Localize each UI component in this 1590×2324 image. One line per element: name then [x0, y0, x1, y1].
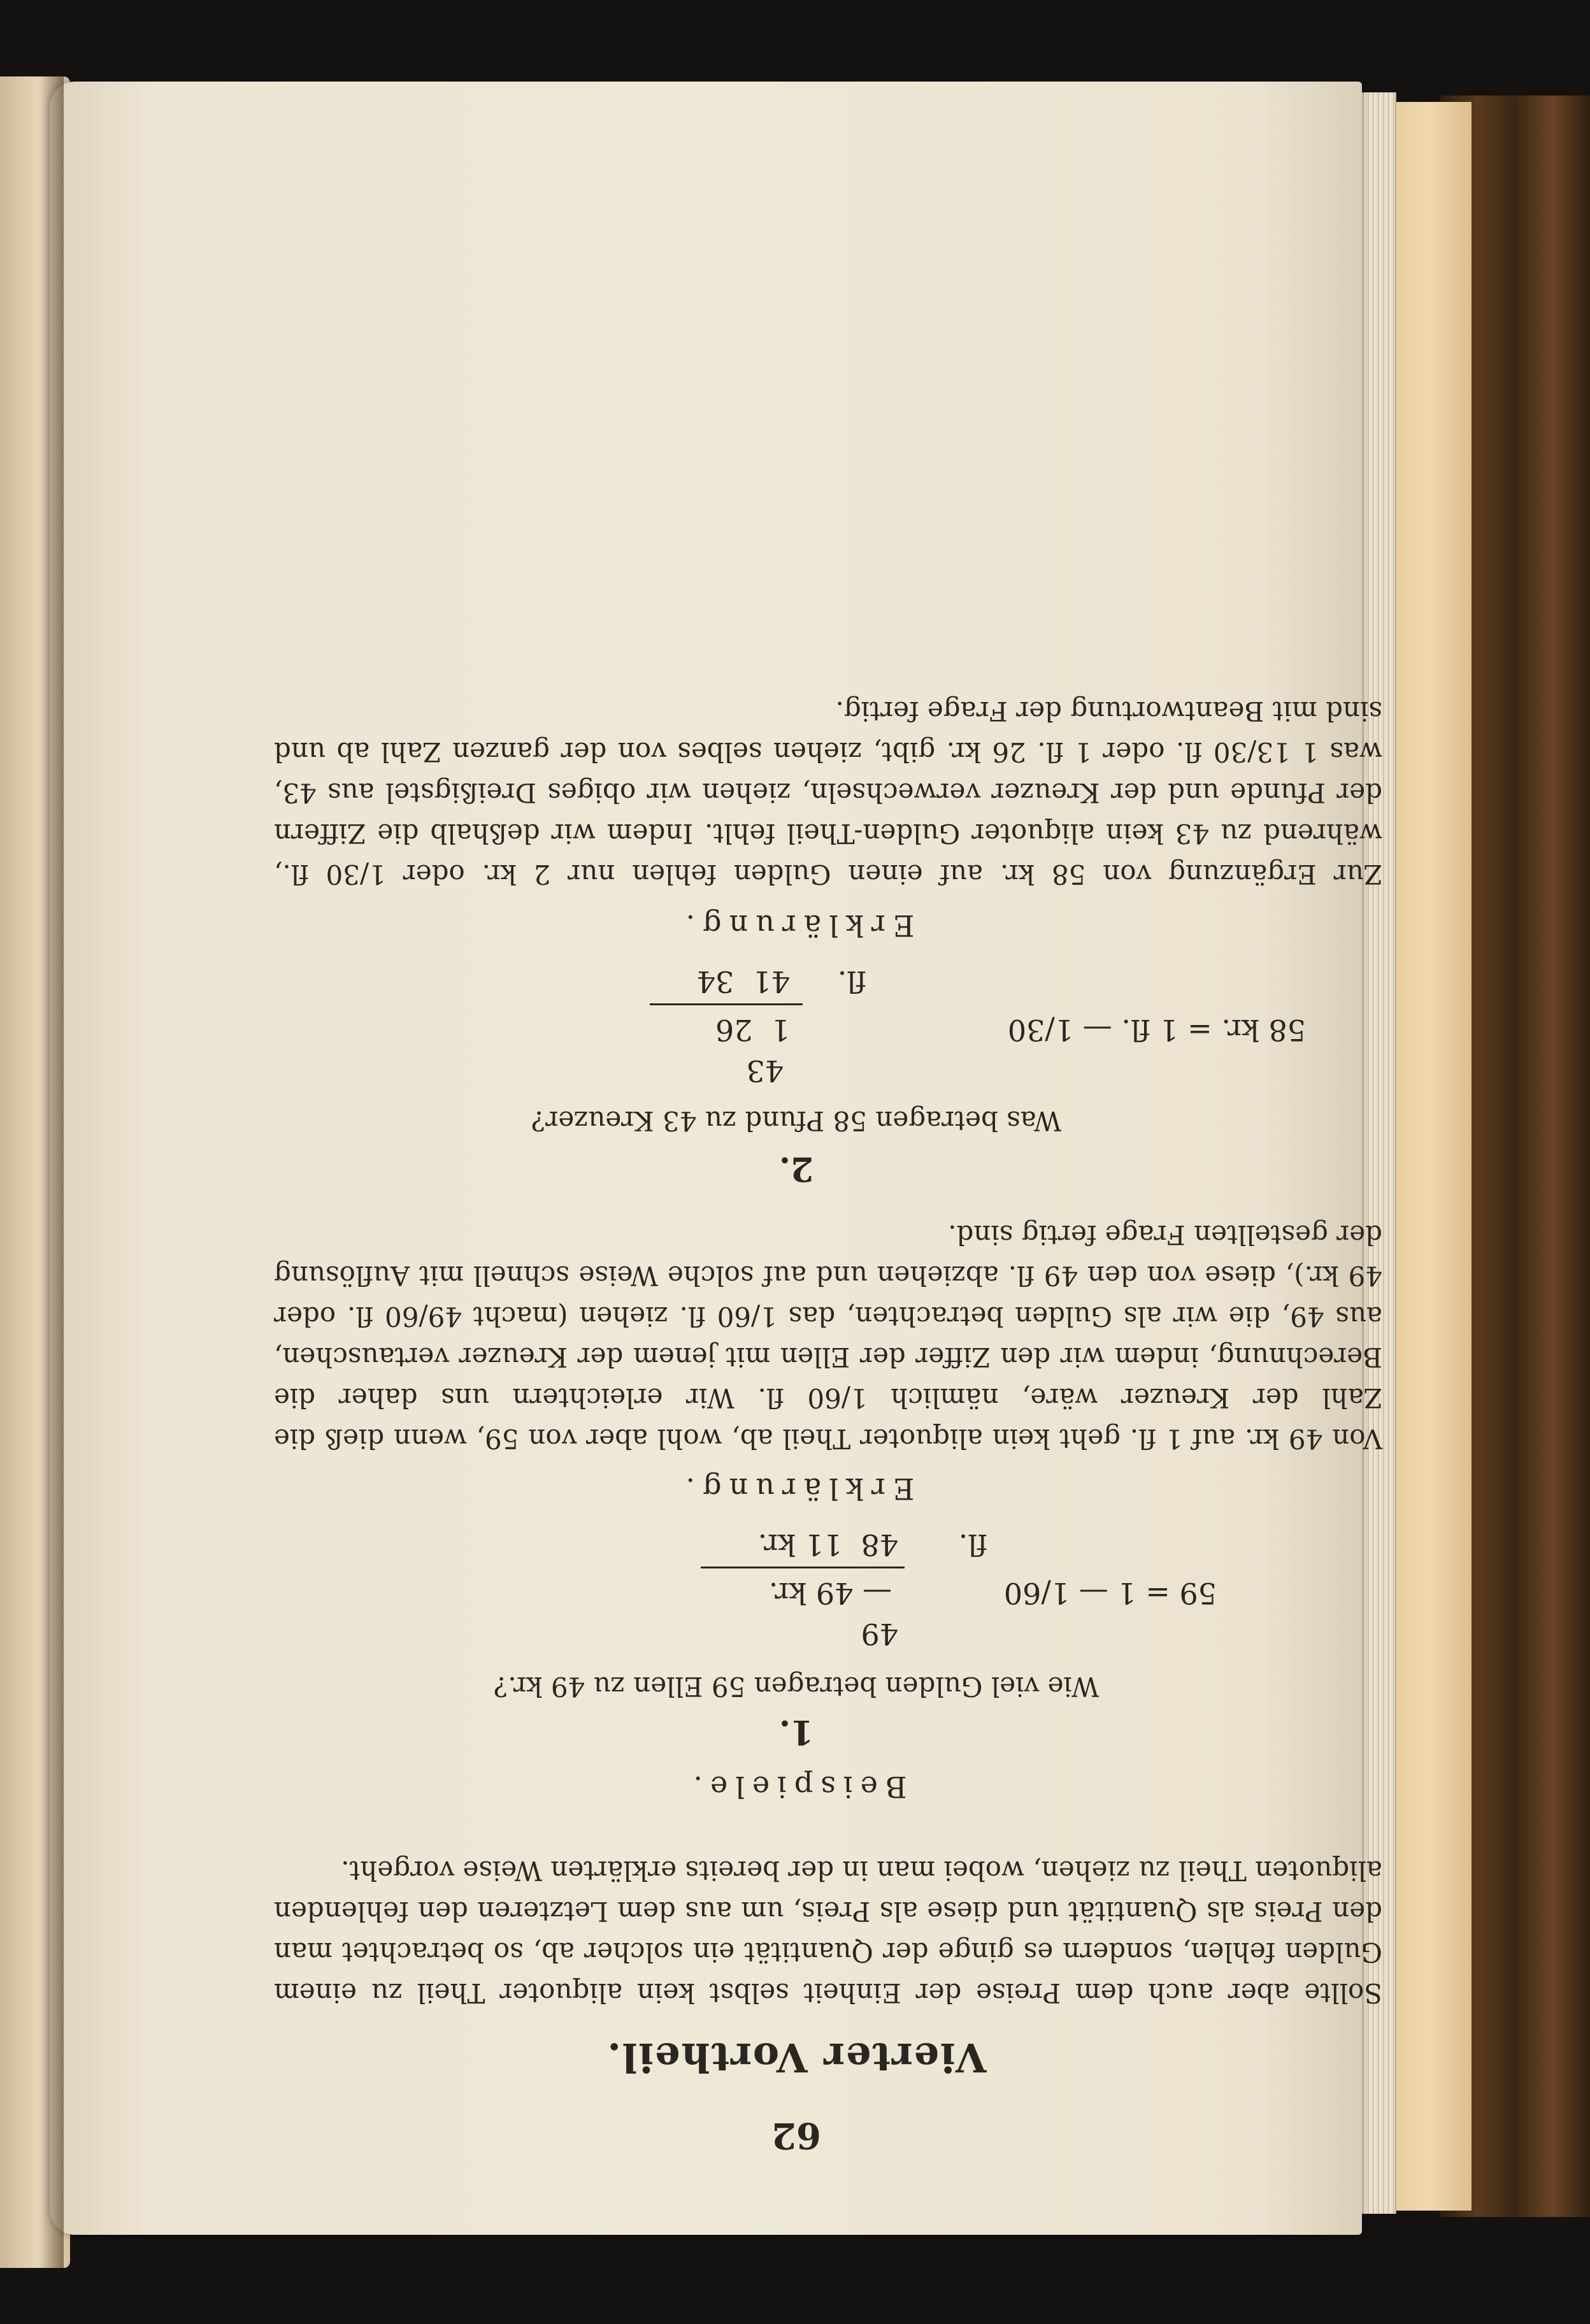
example-2-number: 2. — [778, 1149, 814, 1188]
gutter-shadow — [38, 76, 64, 2268]
calc-1-top: 49 — [861, 1617, 898, 1651]
calc-1-rule — [701, 1567, 905, 1568]
calc-2-rule — [650, 1003, 803, 1005]
example-1-question: Wie viel Gulden betragen 59 Ellen zu 49 kr.? — [493, 1671, 1099, 1702]
calc-2-result: 41 34 — [696, 965, 790, 999]
calc-2-top: 43 — [746, 1054, 784, 1088]
example-1-explanation-heading: Erklärung. — [678, 1472, 915, 1506]
calc-2-left: 58 kr. = 1 fl. — 1/30 — [1007, 1013, 1306, 1047]
example-2-explanation: Zur Ergänzung von 58 kr. auf einen Gulden fehlen nur 2 kr. oder 1/30 fl., während zu 43 kein aliquoter Gulden-Theil fehlt. Indem wir deßhalb die Ziffern der Pfunde und der Kreuzer verwechseln, ziehen wir obiges Dreißigstel aus 43, was 1 13/30 fl. oder 1 fl. 26 kr. gibt, ziehen selbes von der ganzen Zahl ab und sind mit Beantwortung der Frage fertig. — [274, 696, 1382, 890]
intro-paragraph: Sollte aber auch dem Preise der Einheit selbst kein aliquoter Theil zu einem Gulden fehlen, sondern es ginge der Quantität ein solcher ab, so betrachtet man den Preis als Quantität und diese als Preis, um aus dem Letzteren den fehlenden aliquoten Theil zu ziehen, wobei man in der bereits erklärten Weise vorgeht. — [274, 1855, 1382, 2009]
page-number: 62 — [771, 2114, 821, 2156]
calc-1-unit: fl. — [958, 1528, 987, 1562]
example-2-explanation-heading: Erklärung. — [678, 908, 915, 943]
example-1-explanation: Von 49 kr. auf 1 fl. geht kein aliquoter Theil ab, wohl aber von 59, wenn dieß die Zahl der Kreuzer wäre, nämlich 1/60 fl. Wir erleichtern uns daher die Berechnung, indem wir den Ziffer der Ellen mit jenem der Kreuzer vertauschen, aus 49, die wir als Gulden betrachten, das 1/60 fl. ziehen (macht 49/60 fl. oder 49 kr.), diese von den 49 fl. abziehen und auf solche Weise schnell mit Auflösung der gestellten Frage fertig sind. — [274, 1219, 1382, 1454]
calc-1-left: 59 = 1 — 1/60 — [1003, 1576, 1217, 1610]
page-content-rotated — [191, 331, 1401, 2156]
examples-heading: Beispiele. — [685, 1770, 907, 1804]
example-1-number: 1. — [778, 1712, 814, 1751]
section-heading: Vierter Vortheil. — [606, 2034, 987, 2081]
calc-2-unit: fl. — [837, 965, 866, 999]
calc-1-mid: — 49 kr. — [768, 1576, 892, 1610]
calc-2-mid: 1 26 — [715, 1013, 790, 1047]
example-2-question: Was betragen 58 Pfund zu 43 Kreuzer? — [531, 1105, 1062, 1137]
calc-1-result: 48 11 kr. — [757, 1528, 898, 1562]
